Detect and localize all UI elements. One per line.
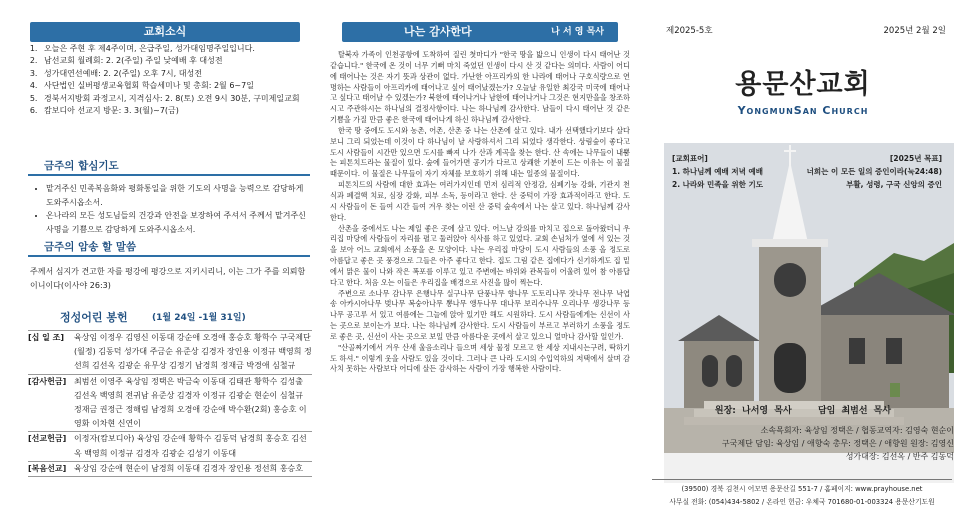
table-row [28, 374, 312, 432]
middle-column [322, 0, 638, 528]
memory-verse: 주께서 심지가 견고한 자를 평강에 평강으로 지키시리니, 이는 그가 주를 의뢰함이니이다(이사야 26:3) [30, 267, 306, 290]
goal-item: 부활, 성령, 구국 신앙의 증인 [846, 180, 942, 189]
service-dates: (1월 24일 -1월 31일) [152, 313, 246, 323]
table-row [28, 461, 312, 477]
prayer-divider [28, 174, 310, 176]
news-item: 6. 캄보디아 선교지 방문: 3. 3(월)~7(금) [40, 105, 310, 117]
news-header: 교회소식 [30, 22, 300, 42]
staff-line: 성가대장: 김선옥 / 반주 김동덕 [845, 452, 954, 461]
prayer-title: 금주의 합심기도 [44, 160, 119, 172]
verse-title: 금주의 암송 할 말씀 [44, 241, 137, 253]
row-text: 육상임 이정우 김영신 이동대 강순애 오경애 홍승호 황학수 구국제단(월정) 김동덕 성가대 주금순 유준상 김경자 장인용 이정규 백영희 정선희 김선옥 김광순 유무상 김정기 남경희 정재금 박경애 심철규 [74, 333, 312, 371]
prayer-list [46, 182, 308, 236]
essay-header [342, 22, 618, 42]
essay-title: 나는 감사한다 [404, 25, 472, 38]
motto-item: 2. 나라와 민족을 위한 기도 [672, 180, 763, 189]
news-item: 2. 남선교회 월례회: 2. 2(주일) 주일 낮예배 후 대성전 [40, 55, 310, 67]
verse-divider [28, 255, 310, 257]
essay-paragraph: "산골짜기에서 겨우 산새 울음소리나 들으며 세상 물정 모르고 한 세상 지내시는구려, 딱하기도 하셔." 이렇게 웃을 사람도 있을 것이다. 그러나 큰 나라 도시의 수입억하의 저택에서 살며 감사치 못하는 사람보다 어디에 살든 감사하는 사람이 가장 행복한 사람이다. [330, 342, 630, 374]
row-text: 이정자(캄보디아) 육상임 강순애 황학수 김동덕 남경희 홍승호 김선옥 백영희 이정규 김경자 김광순 김성기 이동대 [74, 434, 307, 458]
row-label: [복음선교] [28, 463, 67, 473]
offering-table [28, 330, 312, 477]
essay-paragraph: 산촌을 중에서도 나는 제일 좋은 곳에 살고 있다. 어느날 강의를 마치고 집으로 돌아왔더니 우리집 마당에 사람들이 자리를 펼고 둘러앉아 식사를 하고 있었다. 교회 손님처가 옆에 서 있는 것을 보아 어느 교회에서 소풍을 온 모양이다. 나는 우리집 마당이 도시 사람들의 소풍 올 정도로 아름답고 좋은 곳 풍경으로 그들은 아주 좋다고 한다. 집도 그림 같은 집에다가 신기하게도 집 밑에서 맑은 물이 나와 작은 폭포를 이루고 있고 주변에는 바위와 관목들이 어울려 있어 참 아름답다고 한다. 처음 오는 이들은 우리집을 배경으로 사진을 많이 찍는다. [330, 223, 630, 287]
goal-item: 너희는 이 모든 일의 증인이라(눅24:48) [806, 167, 942, 176]
pastor-line [646, 403, 960, 416]
issue-date: 2025년 2월 2일 [883, 26, 946, 36]
row-label: [선교헌금] [28, 434, 67, 444]
founder-name: 원장: 나서영 목사 [714, 406, 792, 416]
senior-pastor-name: 담임 최범선 목사 [817, 406, 892, 416]
news-list [30, 43, 310, 117]
essay-paragraph: 피톤치드의 사람에 대한 효과는 여러가지인데 먼저 심리적 안정감, 심폐기능 강화, 기관지 천식과 폐결핵 치료, 심장 강화, 피부 소독, 등이라고 한다. 산 중턱이 가장 효과적이라고 한다. 도시 사람들이 돈 들여 시간 들여 겨우 찾는 이런 산 중턱 숲속에서 나는 살고 있다. 하나님께 감사한다. [330, 180, 630, 222]
row-text: 육상임 강순애 현순이 남경희 이동대 김경자 장인용 정선희 홍승호 [74, 463, 303, 473]
table-row [28, 330, 312, 374]
prayer-item: • 온나라의 모든 성도님들의 건강과 안전을 보장하여 주셔서 주께서 맡겨주신 사명을 기쁨으로 감당하게 도와주시옵소서. [46, 209, 308, 236]
staff-line: 소속목회자: 육상임 정택은 / 협동교역자: 김영숙 현순이 [760, 426, 954, 435]
essay-paragraph: 탈북자 가족이 인천공항에 도착하여 질린 첫마디가 "한국 땅을 밟으니 인생이 다시 태어난 것 같습니다." 한국에 온 것이 너무 기뻐 마치 죽었던 인생이 다시 산 것 같다는 의미다. 사람이 어디에 태어나는 것은 자기 뜻과 상관이 없다. 가난한 아프리카의 한 나라에 태어나 구호식량으로 연명하는 사람들이 아프리카에 태어나고 싶어 태어났겠는가? 오늘날 유일한 최강국 미국에 태어나고 싶다고 태어날 수 있겠는가? 북한에 태어나거나 남한에 태어나거나 그것은 현지만을을 창조하시고 주관하시는 하나님의 결정사항이다. 나는 하나님께 감사한다. 남들이 다시 태어난 것 같은 기쁨을 가질 만큼 좋은 한국에 태어나게 하신 하나님께 감사한다. [330, 50, 630, 125]
news-item: 1. 오늘은 주현 후 제4주이며, 은급주일, 성가대임명주일입니다. [40, 43, 310, 55]
motto-item: 1. 하나님께 예배 저녁 예배 [672, 167, 763, 176]
year-goal [792, 152, 942, 191]
row-label: [십 일 조] [28, 333, 65, 342]
essay-author: 나 서 영 목사 [551, 27, 604, 37]
staff-list [656, 424, 954, 463]
prayer-item: • 맡겨주신 민족복음화와 평화통일을 위한 기도의 사명을 능력으로 감당하게 도와주시옵소서. [46, 182, 308, 209]
essay-paragraph: 한국 땅 중에도 도시와 농촌, 어촌, 산촌 중 나는 산촌에 살고 있다. 내가 선택했다기보다 살다 보니 그리 되었는데 이것이 다 하나님이 날 사랑하셔서 그리 되었다 생각한다. 상림숲이 좋다고 도시 사람들이 시간만 있으면 도시를 빠져 나가 산과 계곡을 찾는 한다. 산 속에는 나무들이 내뿜는 피톤치드라는 물질이 있다. 숲에 들어가면 공기가 다르고 상쾌한 기분이 드는 이유는 이 물질 때문이다. 이 물질은 나무들이 자기 자체를 보호하기 위해 내는 일종의 물질이다. [330, 125, 630, 179]
news-item: 5. 경북서지방회 과정고시, 지격심사: 2. 8(토) 오전 9시 30분, 구미제일교회 [40, 93, 310, 105]
mottos-title: [교회표어] [672, 154, 708, 163]
contact: 사무실 전화: (054)434-5802 / 온라인 헌금: 우체국 701680-01-003324 용문산기도원 [669, 498, 935, 506]
church-name: 용문산교회 [735, 69, 871, 100]
left-column [0, 0, 318, 528]
issue-number: 제2025-5호 [666, 26, 713, 36]
essay-body [330, 50, 630, 375]
goal-title: [2025년 목표] [889, 154, 942, 163]
row-text: 최범선 이영주 육상임 정택은 박금숙 이동대 김태관 황학수 김성출 김선옥 백영희 전귀남 유준상 김경자 이정규 김광순 현순이 심철규 정재금 권정근 정해림 남경희 오경애 강순애 박수환(2회) 홍승호 이영화 이차현 신연이 [74, 376, 307, 429]
row-label: [감사헌금] [28, 376, 67, 386]
essay-paragraph: 주변으로 소나무 감나무 은행나무 실구나무 단풍나무 향나무 도토리나무 잣나무 전나무 낙엽송 아카시아나무 벚나무 복숭아나무 뽕나무 앵두나무 대나무 보리수나무 오리나무 생강나무 등 나무 공고루 서 있고 여름에는 그늘에 앉아 있기만 해도 시원하다. 도시 사람들에게는 신선이 사는 곳으로 보이는가 보다. 나는 하나님께 감사한다. 도시 사람들이 부르고 부러하기 소풍을 정도로 좋은 곳, 신선이 사는 곳으로 보일 만큼 아름다운 곳에서 살고 있으니 얼마나 감사할 일인가. [330, 288, 630, 341]
table-row [28, 431, 312, 460]
news-item: 4. 사단법인 실버평생교육협회 학습세미나 및 총회: 2월 6~7일 [40, 80, 310, 92]
staff-line: 구국제단 담임: 육상임 / 애향숙 총무: 정택은 / 애향원 원장: 김영신 [721, 439, 954, 448]
footer-info [652, 479, 952, 519]
news-item: 3. 성가대연선예배: 2. 2(주일) 오후 7시, 대성전 [40, 68, 310, 80]
service-title: 정성어린 봉헌 [60, 311, 128, 324]
church-name-en: YongmunSan Church [737, 104, 869, 117]
right-column [646, 0, 960, 528]
address: (39500) 경북 김천시 어모면 용문산길 551-7 / 홈페이지: www.prayhouse.net [681, 485, 923, 493]
